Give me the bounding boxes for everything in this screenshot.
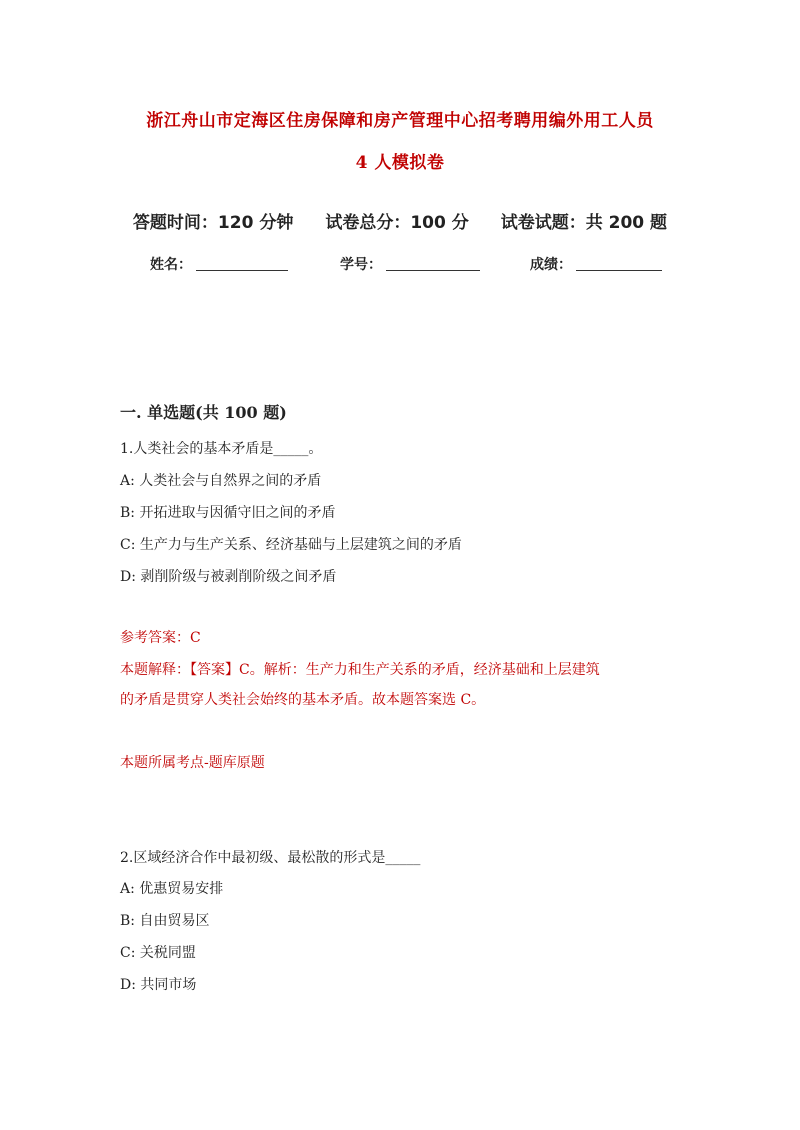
question-1-option-a: A: 人类社会与自然界之间的矛盾	[120, 473, 322, 489]
student-id-field	[340, 254, 480, 274]
total-score: 试卷总分：100 分	[325, 213, 469, 233]
question-1-option-d: D: 剥削阶级与被剥削阶级之间矛盾	[120, 569, 337, 585]
question-1-answer: 参考答案：C	[120, 630, 201, 646]
question-2-option-b: B: 自由贸易区	[120, 913, 210, 929]
total-questions: 试卷试题：共 200 题	[500, 213, 668, 233]
student-id-blank	[386, 256, 480, 271]
question-2-option-a: A: 优惠贸易安排	[120, 881, 224, 897]
name-label: 姓名：	[150, 257, 192, 273]
exam-meta	[0, 208, 800, 233]
document-title-line1: 浙江舟山市定海区住房保障和房产管理中心招考聘用编外用工人员	[146, 111, 654, 131]
exam-time: 答题时间：120 分钟	[132, 213, 294, 233]
name-blank	[196, 256, 288, 271]
score-field	[530, 254, 662, 274]
section-title: 一. 单选题(共 100 题)	[120, 403, 287, 422]
question-1-knowledge-point: 本题所属考点-题库原题	[120, 755, 265, 771]
question-1-option-c: C: 生产力与生产关系、经济基础与上层建筑之间的矛盾	[120, 537, 462, 553]
question-2-option-c: C: 关税同盟	[120, 945, 196, 961]
question-1-option-b: B: 开拓进取与因循守旧之间的矛盾	[120, 505, 336, 521]
student-id-label: 学号：	[340, 257, 382, 273]
question-1-explanation-line2: 的矛盾是贯穿人类社会始终的基本矛盾。故本题答案选 C。	[120, 692, 486, 708]
question-2-stem: 2.区域经济合作中最初级、最松散的形式是_____	[120, 850, 421, 866]
score-label: 成绩：	[530, 257, 572, 273]
question-1-explanation-line1: 本题解释：【答案】C。解析：生产力和生产关系的矛盾，经济基础和上层建筑	[120, 662, 600, 678]
question-2-option-d: D: 共同市场	[120, 977, 197, 993]
question-1-stem: 1.人类社会的基本矛盾是_____。	[120, 441, 323, 457]
document-title-line2: 4 人模拟卷	[355, 153, 445, 173]
name-field	[150, 254, 288, 274]
score-blank	[576, 256, 662, 271]
